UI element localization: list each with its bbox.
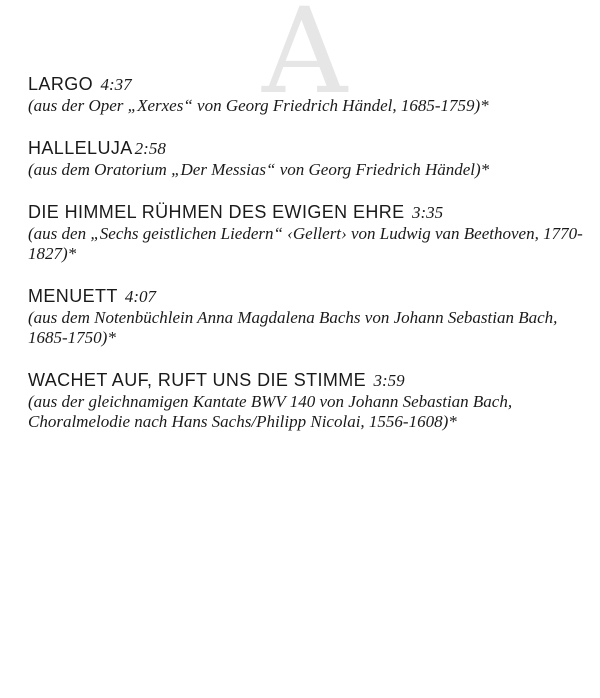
track-title: LARGO xyxy=(28,74,94,94)
track-title: DIE HIMMEL RÜHMEN DES EWIGEN EHRE xyxy=(28,202,405,222)
track-item xyxy=(28,202,588,264)
track-header xyxy=(28,202,588,223)
track-duration: 2:58 xyxy=(134,139,166,158)
track-duration: 4:07 xyxy=(124,287,157,306)
side-letter: A xyxy=(262,0,348,120)
track-duration: 4:37 xyxy=(100,75,132,94)
track-description: (aus der gleichnamigen Kantate BWV 140 von Johann Sebastian Bach, Choralmelodie nach Hans Sachs/Philipp Nicolai, 1556-1608)* xyxy=(28,392,513,431)
track-description: (aus der Oper „Xerxes“ von Georg Friedrich Händel, 1685-1759)* xyxy=(28,96,489,115)
track-duration: 3:59 xyxy=(373,371,405,390)
track-header xyxy=(28,286,588,307)
track-list xyxy=(28,74,588,454)
track-description: (aus dem Notenbüchlein Anna Magdalena Bachs von Johann Sebastian Bach, 1685-1750)* xyxy=(28,308,558,347)
track-header xyxy=(28,138,588,159)
track-description: (aus den „Sechs geistlichen Liedern“ ‹Gellert› von Ludwig van Beethoven, 1770-1827)* xyxy=(28,224,583,263)
track-title: MENUETT xyxy=(28,286,118,306)
track-title: HALLELUJA xyxy=(28,138,133,158)
track-description: (aus dem Oratorium „Der Messias“ von Georg Friedrich Händel)* xyxy=(28,160,490,179)
track-item xyxy=(28,286,588,348)
track-header xyxy=(28,74,588,95)
track-item xyxy=(28,138,588,180)
track-item xyxy=(28,74,588,116)
track-item xyxy=(28,370,588,432)
track-title: WACHET AUF, RUFT UNS DIE STIMME xyxy=(28,370,367,390)
track-duration: 3:35 xyxy=(411,203,444,222)
track-header xyxy=(28,370,588,391)
